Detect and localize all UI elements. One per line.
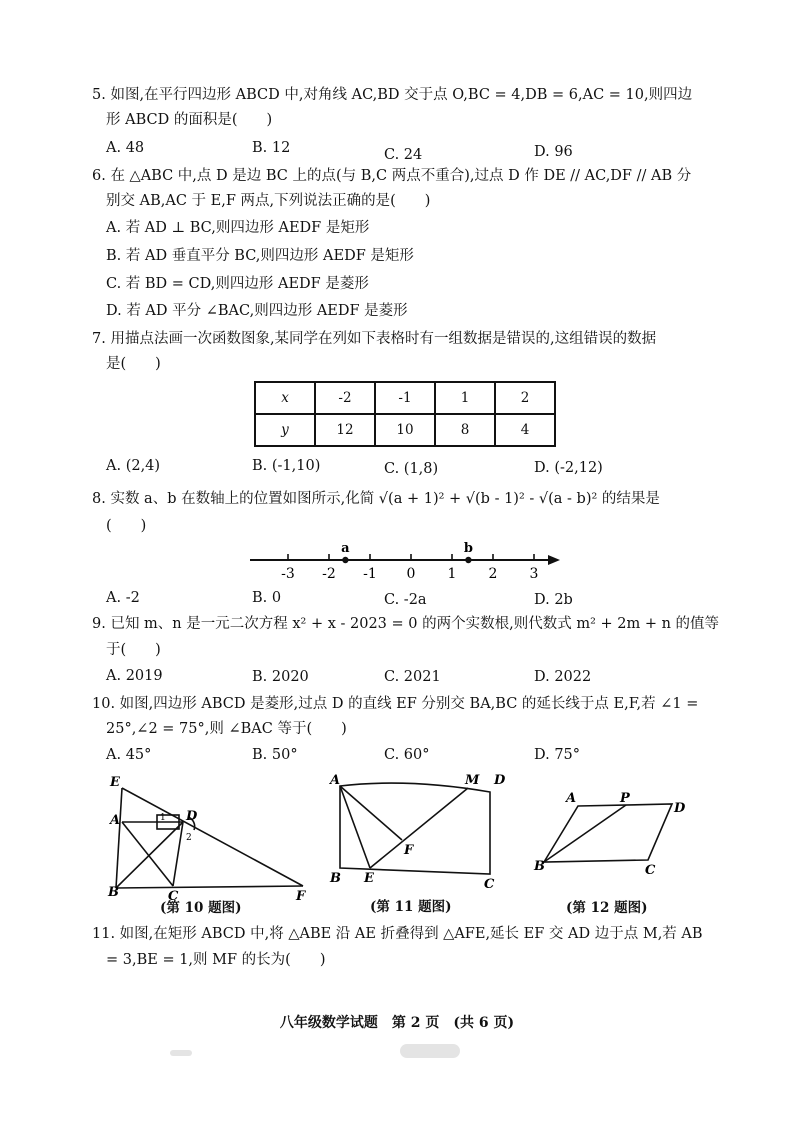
q9-stem-line1: 9. 已知 m、n 是一元二次方程 x² + x - 2023 = 0 的两个实数根,则代数式 m² + 2m + n 的值等 [92, 616, 720, 632]
fig10-angle-1-label: 1 [160, 813, 166, 823]
number-line-tick-label: 3 [529, 566, 539, 582]
page-footer: 八年级数学试题 第 2 页 (共 6 页) [279, 1015, 515, 1031]
fig10-angle-2-label: 2 [186, 833, 192, 843]
fig11-label-m: M [465, 773, 480, 788]
number-line-tick-label: 2 [488, 566, 498, 582]
fig10-label-f: F [296, 889, 306, 904]
fig10-label-e: E [110, 775, 120, 790]
q10-stem-line2: 25°,∠2 = 75°,则 ∠BAC 等于( ) [106, 721, 347, 737]
parallelogram-abcd [544, 804, 672, 862]
number-line-tick-label: -2 [322, 566, 336, 582]
q5-stem-line2: 形 ABCD 的面积是( ) [106, 112, 273, 128]
line-bf [116, 886, 303, 888]
table-cell: y [255, 414, 315, 446]
fig12-label-c: C [645, 863, 656, 878]
point-a-marker [342, 557, 348, 563]
diagonal-bd [116, 822, 183, 888]
q7-data-table [254, 381, 556, 447]
q7-option-b: B. (-1,10) [252, 458, 321, 474]
q5-stem-line1: 5. 如图,在平行四边形 ABCD 中,对角线 AC,BD 交于点 O,BC = 4,DB = 6,AC = 10,则四边 [92, 87, 693, 103]
table-cell: 12 [315, 414, 375, 446]
number-line-tick-label: -3 [281, 566, 295, 582]
fig11-caption: (第 11 题图) [370, 899, 452, 915]
q7-option-a: A. (2,4) [106, 458, 161, 474]
q7-option-d: D. (-2,12) [534, 460, 603, 476]
q7-stem-line2: 是( ) [106, 356, 161, 372]
q10-stem-line1: 10. 如图,四边形 ABCD 是菱形,过点 D 的直线 EF 分别交 BA,BC 的延长线于点 E,F,若 ∠1 = [92, 696, 699, 712]
q6-option-a: A. 若 AD ⊥ BC,则四边形 AEDF 是矩形 [106, 220, 370, 236]
table-cell: 1 [435, 382, 495, 414]
fig12-label-a: A [566, 791, 577, 806]
fig11-label-f: F [404, 843, 414, 858]
line-ef [122, 788, 303, 886]
q6-stem-line2: 别交 AB,AC 于 E,F 两点,下列说法正确的是( ) [106, 193, 431, 209]
table-row [255, 414, 555, 446]
table-cell: 10 [375, 414, 435, 446]
q8-option-d: D. 2b [534, 592, 573, 608]
q7-stem-line1: 7. 用描点法画一次函数图象,某同学在列如下表格时有一组数据是错误的,这组错误的数据 [92, 331, 657, 347]
q8-stem-line2: ( ) [106, 518, 147, 534]
figure-12 [532, 790, 702, 885]
fig12-label-d: D [674, 801, 686, 816]
fig11-label-a: A [330, 773, 341, 788]
q10-option-c: C. 60° [384, 747, 430, 763]
q6-option-b: B. 若 AD 垂直平分 BC,则四边形 AEDF 是矩形 [106, 248, 414, 264]
q10-option-d: D. 75° [534, 747, 581, 763]
q5-option-c: C. 24 [384, 147, 423, 163]
q6-option-c: C. 若 BD = CD,则四边形 AEDF 是菱形 [106, 276, 369, 292]
q9-option-d: D. 2022 [534, 669, 592, 685]
q9-option-c: C. 2021 [384, 669, 441, 685]
q7-option-c: C. (1,8) [384, 461, 439, 477]
segment-bp [544, 805, 626, 862]
fig12-caption: (第 12 题图) [566, 900, 648, 916]
number-line-arrow [548, 555, 560, 565]
table-cell: 4 [495, 414, 555, 446]
fig12-label-p: P [620, 791, 630, 806]
table-cell: x [255, 382, 315, 414]
scan-smudge [170, 1050, 192, 1056]
q8-option-c: C. -2a [384, 592, 427, 608]
table-cell: -2 [315, 382, 375, 414]
fig10-caption: (第 10 题图) [160, 900, 242, 916]
q8-stem-line1: 8. 实数 a、b 在数轴上的位置如图所示,化简 √(a + 1)² + √(b - 1)² - √(a - b)² 的结果是 [92, 491, 660, 507]
fig11-label-e: E [364, 871, 374, 886]
fig10-label-b: B [108, 885, 119, 900]
fig11-label-d: D [494, 773, 506, 788]
diagonal-ac [122, 822, 173, 886]
q6-option-d: D. 若 AD 平分 ∠BAC,则四边形 AEDF 是菱形 [106, 303, 408, 319]
fig10-label-d: D [186, 809, 198, 824]
fig11-label-b: B [330, 871, 341, 886]
line-eb [116, 788, 122, 888]
q10-option-b: B. 50° [252, 747, 298, 763]
fig10-label-c: C [168, 889, 179, 904]
number-line-tick-label: 1 [447, 566, 457, 582]
q8-option-b: B. 0 [252, 590, 282, 606]
q11-stem-line2: = 3,BE = 1,则 MF 的长为( ) [106, 952, 326, 968]
number-line-figure [250, 540, 570, 590]
table-cell: -1 [375, 382, 435, 414]
segment-dc [173, 822, 183, 886]
table-cell: 2 [495, 382, 555, 414]
fig11-label-c: C [484, 877, 495, 892]
q9-option-a: A. 2019 [106, 668, 163, 684]
q11-stem-line1: 11. 如图,在矩形 ABCD 中,将 △ABE 沿 AE 折叠得到 △AFE,延长 EF 交 AD 边于点 M,若 AB [92, 926, 703, 942]
fig12-label-b: B [534, 859, 545, 874]
q5-option-a: A. 48 [106, 140, 145, 156]
q10-option-a: A. 45° [106, 747, 152, 763]
fig10-label-a: A [110, 813, 121, 828]
q5-option-d: D. 96 [534, 144, 573, 160]
point-b-label: b [463, 541, 473, 556]
rectangle-abcd [340, 783, 490, 874]
q8-option-a: A. -2 [106, 590, 140, 606]
q5-option-b: B. 12 [252, 140, 291, 156]
number-line-tick-label: 0 [406, 566, 416, 582]
table-cell: 8 [435, 414, 495, 446]
q9-stem-line2: 于( ) [106, 642, 161, 658]
q6-stem-line1: 6. 在 △ABC 中,点 D 是边 BC 上的点(与 B,C 两点不重合),过点 D 作 DE // AC,DF // AB 分 [92, 168, 692, 184]
point-a-label: a [341, 541, 350, 556]
q9-option-b: B. 2020 [252, 669, 309, 685]
figure-11 [328, 770, 518, 890]
scan-smudge [400, 1044, 460, 1058]
table-row [255, 382, 555, 414]
point-b-marker [465, 557, 471, 563]
number-line-tick-label: -1 [363, 566, 377, 582]
segment-em [370, 788, 468, 868]
